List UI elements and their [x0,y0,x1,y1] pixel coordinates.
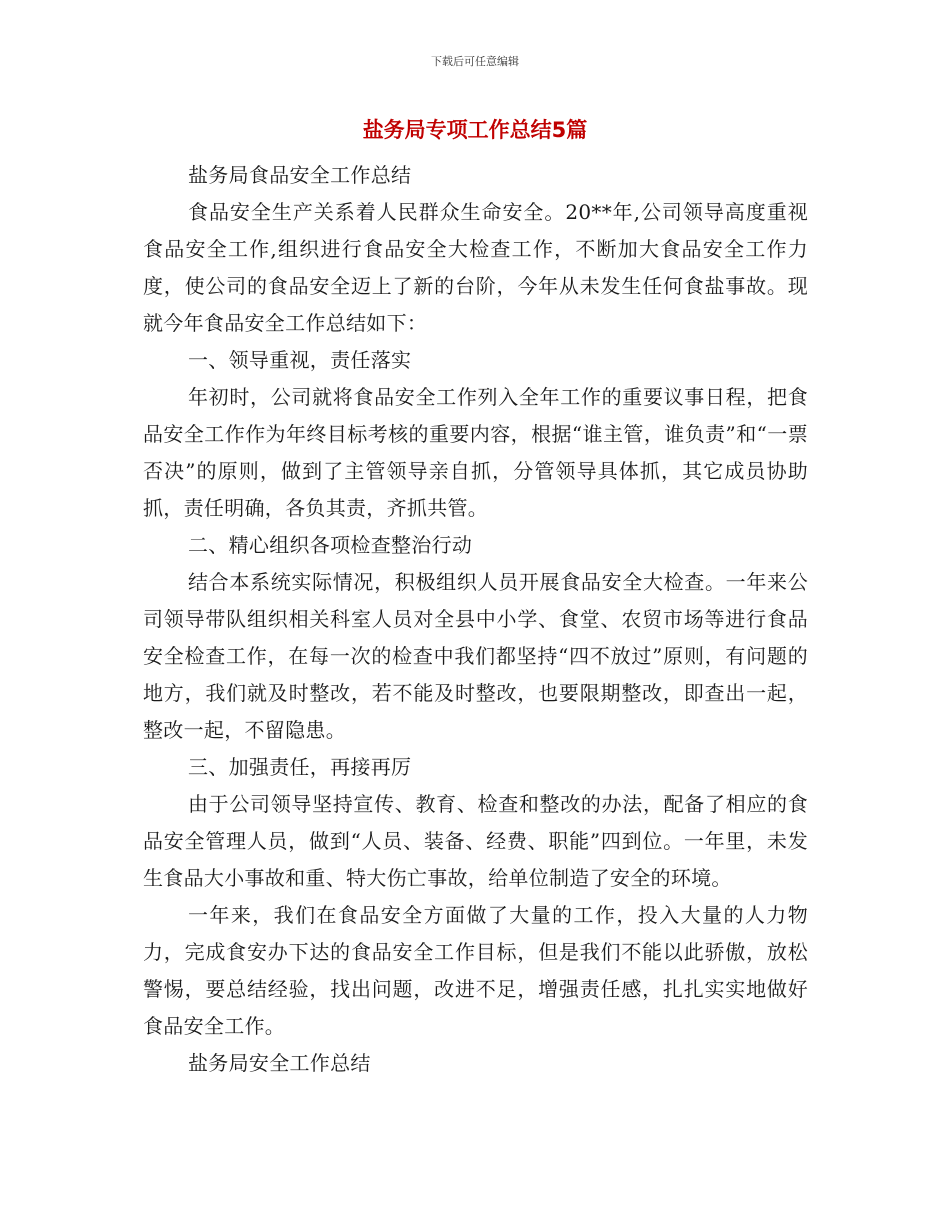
document-body [143,157,808,1082]
heading-responsibility: 三、加强责任，再接再厉 [188,755,412,779]
paragraph-responsibility: 由于公司领导坚持宣传、教育、检查和整改的办法，配备了相应的食品安全管理人员，做到“人员、装备、经费、职能”四到位。一年里，未发生食品大小事故和重、特大伤亡事故，给单位制造了安全的环境。 [143,792,808,890]
heading-inspection: 二、精心组织各项检查整治行动 [188,533,473,557]
paragraph-leadership: 年初时，公司就将食品安全工作列入全年工作的重要议事日程，把食品安全工作作为年终目标考核的重要内容，根据“谁主管，谁负责”和“一票否决”的原则，做到了主管领导亲自抓，分管领导具体抓，其它成员协助抓，责任明确，各负其责，齐抓共管。 [143,385,808,520]
header-note: 下载后可任意编辑 [431,55,519,68]
paragraph-summary: 一年来，我们在食品安全方面做了大量的工作，投入大量的人力物力，完成食安办下达的食品安全工作目标，但是我们不能以此骄傲，放松警惕，要总结经验，找出问题，改进不足，增强责任感，扎扎实实地做好食品安全工作。 [143,903,808,1038]
section-title-safety: 盐务局安全工作总结 [188,1051,371,1075]
heading-leadership: 一、领导重视，责任落实 [188,348,412,372]
intro-paragraph: 食品安全生产关系着人民群众生命安全。20**年,公司领导高度重视食品安全工作,组织进行食品安全大检查工作，不断加大食品安全工作力度，使公司的食品安全迈上了新的台阶，今年从未发生任何食盐事故。现就今年食品安全工作总结如下： [143,200,808,335]
section-title-food-safety: 盐务局食品安全工作总结 [188,163,412,187]
paragraph-inspection: 结合本系统实际情况，积极组织人员开展食品安全大检查。一年来公司领导带队组织相关科室人员对全县中小学、食堂、农贸市场等进行食品安全检查工作，在每一次的检查中我们都坚持“四不放过”原则，有问题的地方，我们就及时整改，若不能及时整改，也要限期整改，即查出一起，整改一起，不留隐患。 [143,570,808,742]
document-title: 盐务局专项工作总结5篇 [362,118,588,142]
